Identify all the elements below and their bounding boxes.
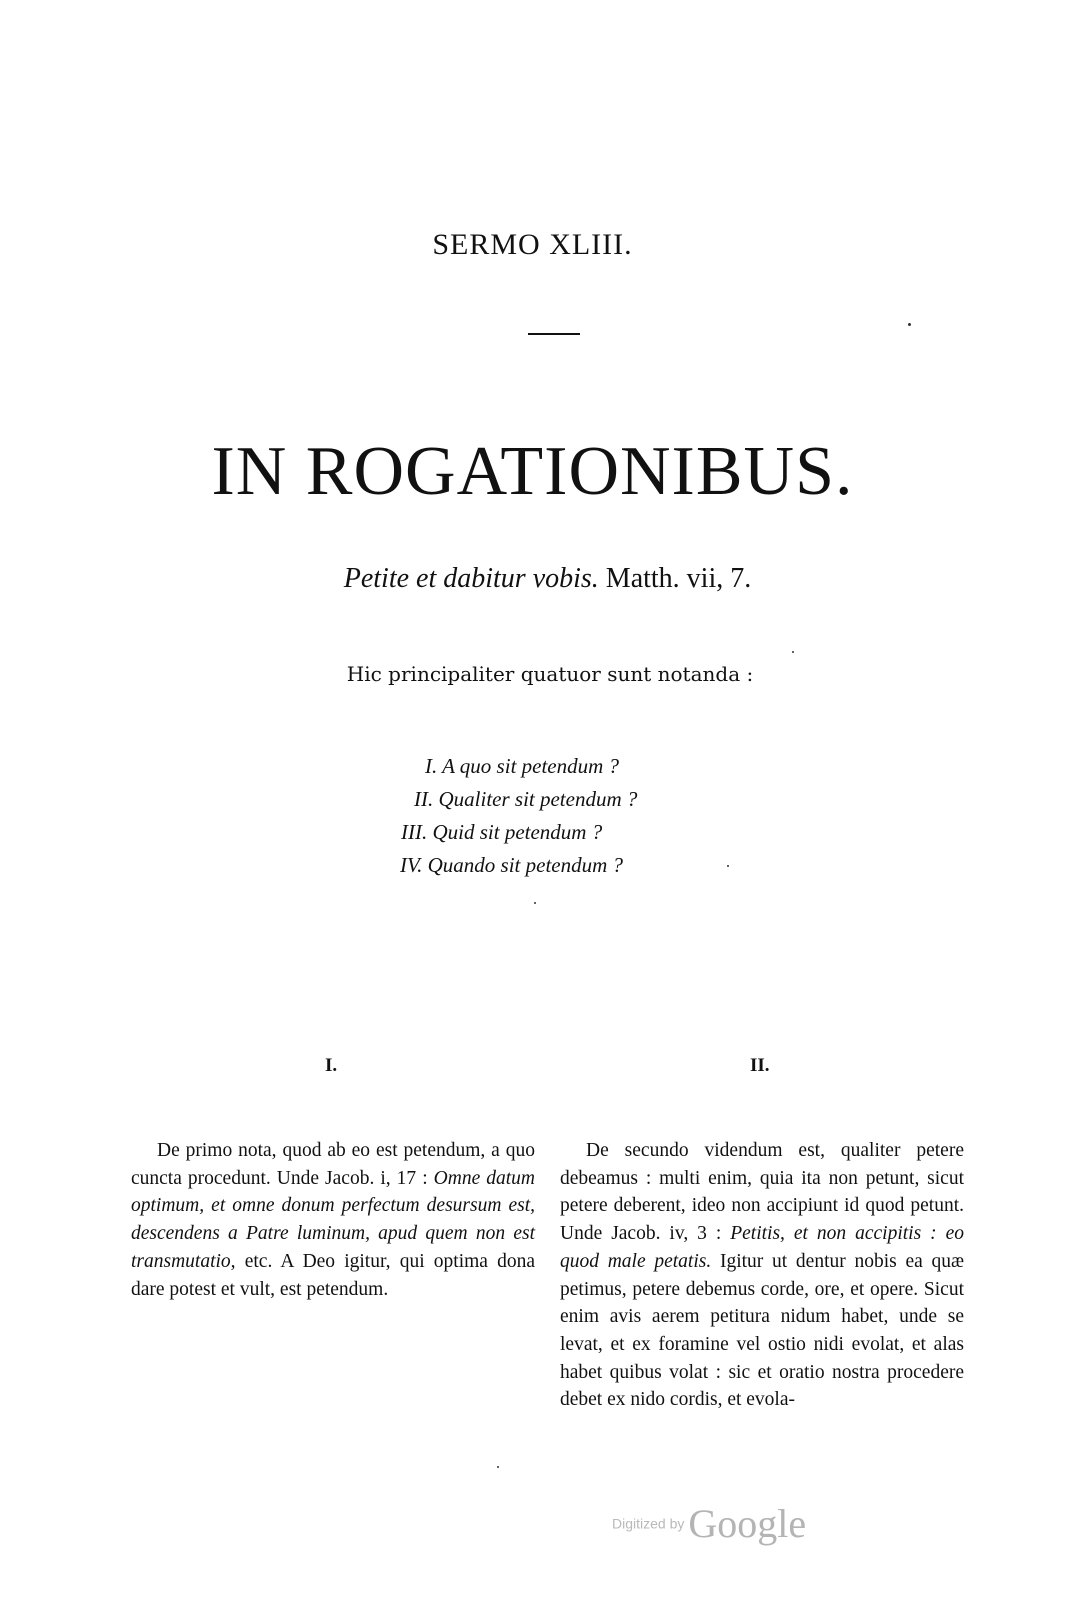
- scripture-quote: Omne datum optimum, et omne donum perfectum desursum est, descendens a Patre luminum, apud quem non est transmutatio,: [131, 1167, 536, 1272]
- paragraph-text: De secundo videndum est, qualiter petere debeamus : multi enim, quia ita non petunt, sicut petere deberent, ideo non accipiunt id quod petunt. Unde Jacob. iv, 3 :: [560, 1140, 964, 1245]
- scan-speck: [727, 865, 729, 867]
- scan-speck: [908, 323, 911, 326]
- question-list: [400, 750, 720, 882]
- paragraph-text: etc. A Deo igitur, qui optima dona dare potest et vult, est petendum.: [131, 1250, 535, 1300]
- question-item: II. Qualiter sit petendum ?: [414, 787, 638, 811]
- question-item: I. A quo sit petendum ?: [425, 754, 620, 778]
- intro-line: Hic principaliter quatuor sunt notanda :: [346, 662, 754, 686]
- scan-speck: [534, 902, 536, 904]
- digitized-watermark: [612, 1500, 806, 1547]
- epigraph-text: Petite et dabitur vobis.: [343, 563, 599, 594]
- paragraph-second: [560, 1137, 964, 1414]
- paragraph-text: De primo nota, quod ab eo est petendum, a quo cuncta procedunt. Unde Jacob. i, 17 :: [131, 1140, 535, 1189]
- epigraph: [0, 563, 1065, 595]
- digitized-label: Digitized by: [612, 1515, 685, 1532]
- section-heading-second: II.: [750, 1055, 770, 1076]
- scan-speck: [497, 1466, 499, 1468]
- section-heading-first: I.: [325, 1055, 338, 1076]
- scan-speck: [792, 651, 794, 653]
- question-item: IV. Quando sit petendum ?: [400, 853, 624, 877]
- sermon-number: SERMO XLIII.: [432, 228, 633, 261]
- question-item: III. Quid sit petendum ?: [401, 820, 603, 844]
- epigraph-reference: Matth. vii, 7.: [605, 563, 752, 594]
- column-second: [560, 1137, 964, 1414]
- google-logo: Google: [688, 1501, 807, 1546]
- title-rule: [528, 333, 580, 335]
- paragraph-text: Igitur ut dentur nobis ea quæ petimus, petere debemus corde, ore, et opere. Sicut enim avis aerem petitura nidum habet, unde se levat, et ex foramine vel ostio nidi evolat, et alas habet quibus volat : sic et oratio nostra procedere debet ex nido cordis, et evola-: [560, 1250, 964, 1411]
- column-first: [131, 1137, 535, 1303]
- scripture-quote: Petitis, et non accipitis : eo quod male petatis.: [560, 1223, 964, 1272]
- page-title: IN ROGATIONIBUS.: [211, 433, 854, 510]
- paragraph-first: [131, 1137, 535, 1303]
